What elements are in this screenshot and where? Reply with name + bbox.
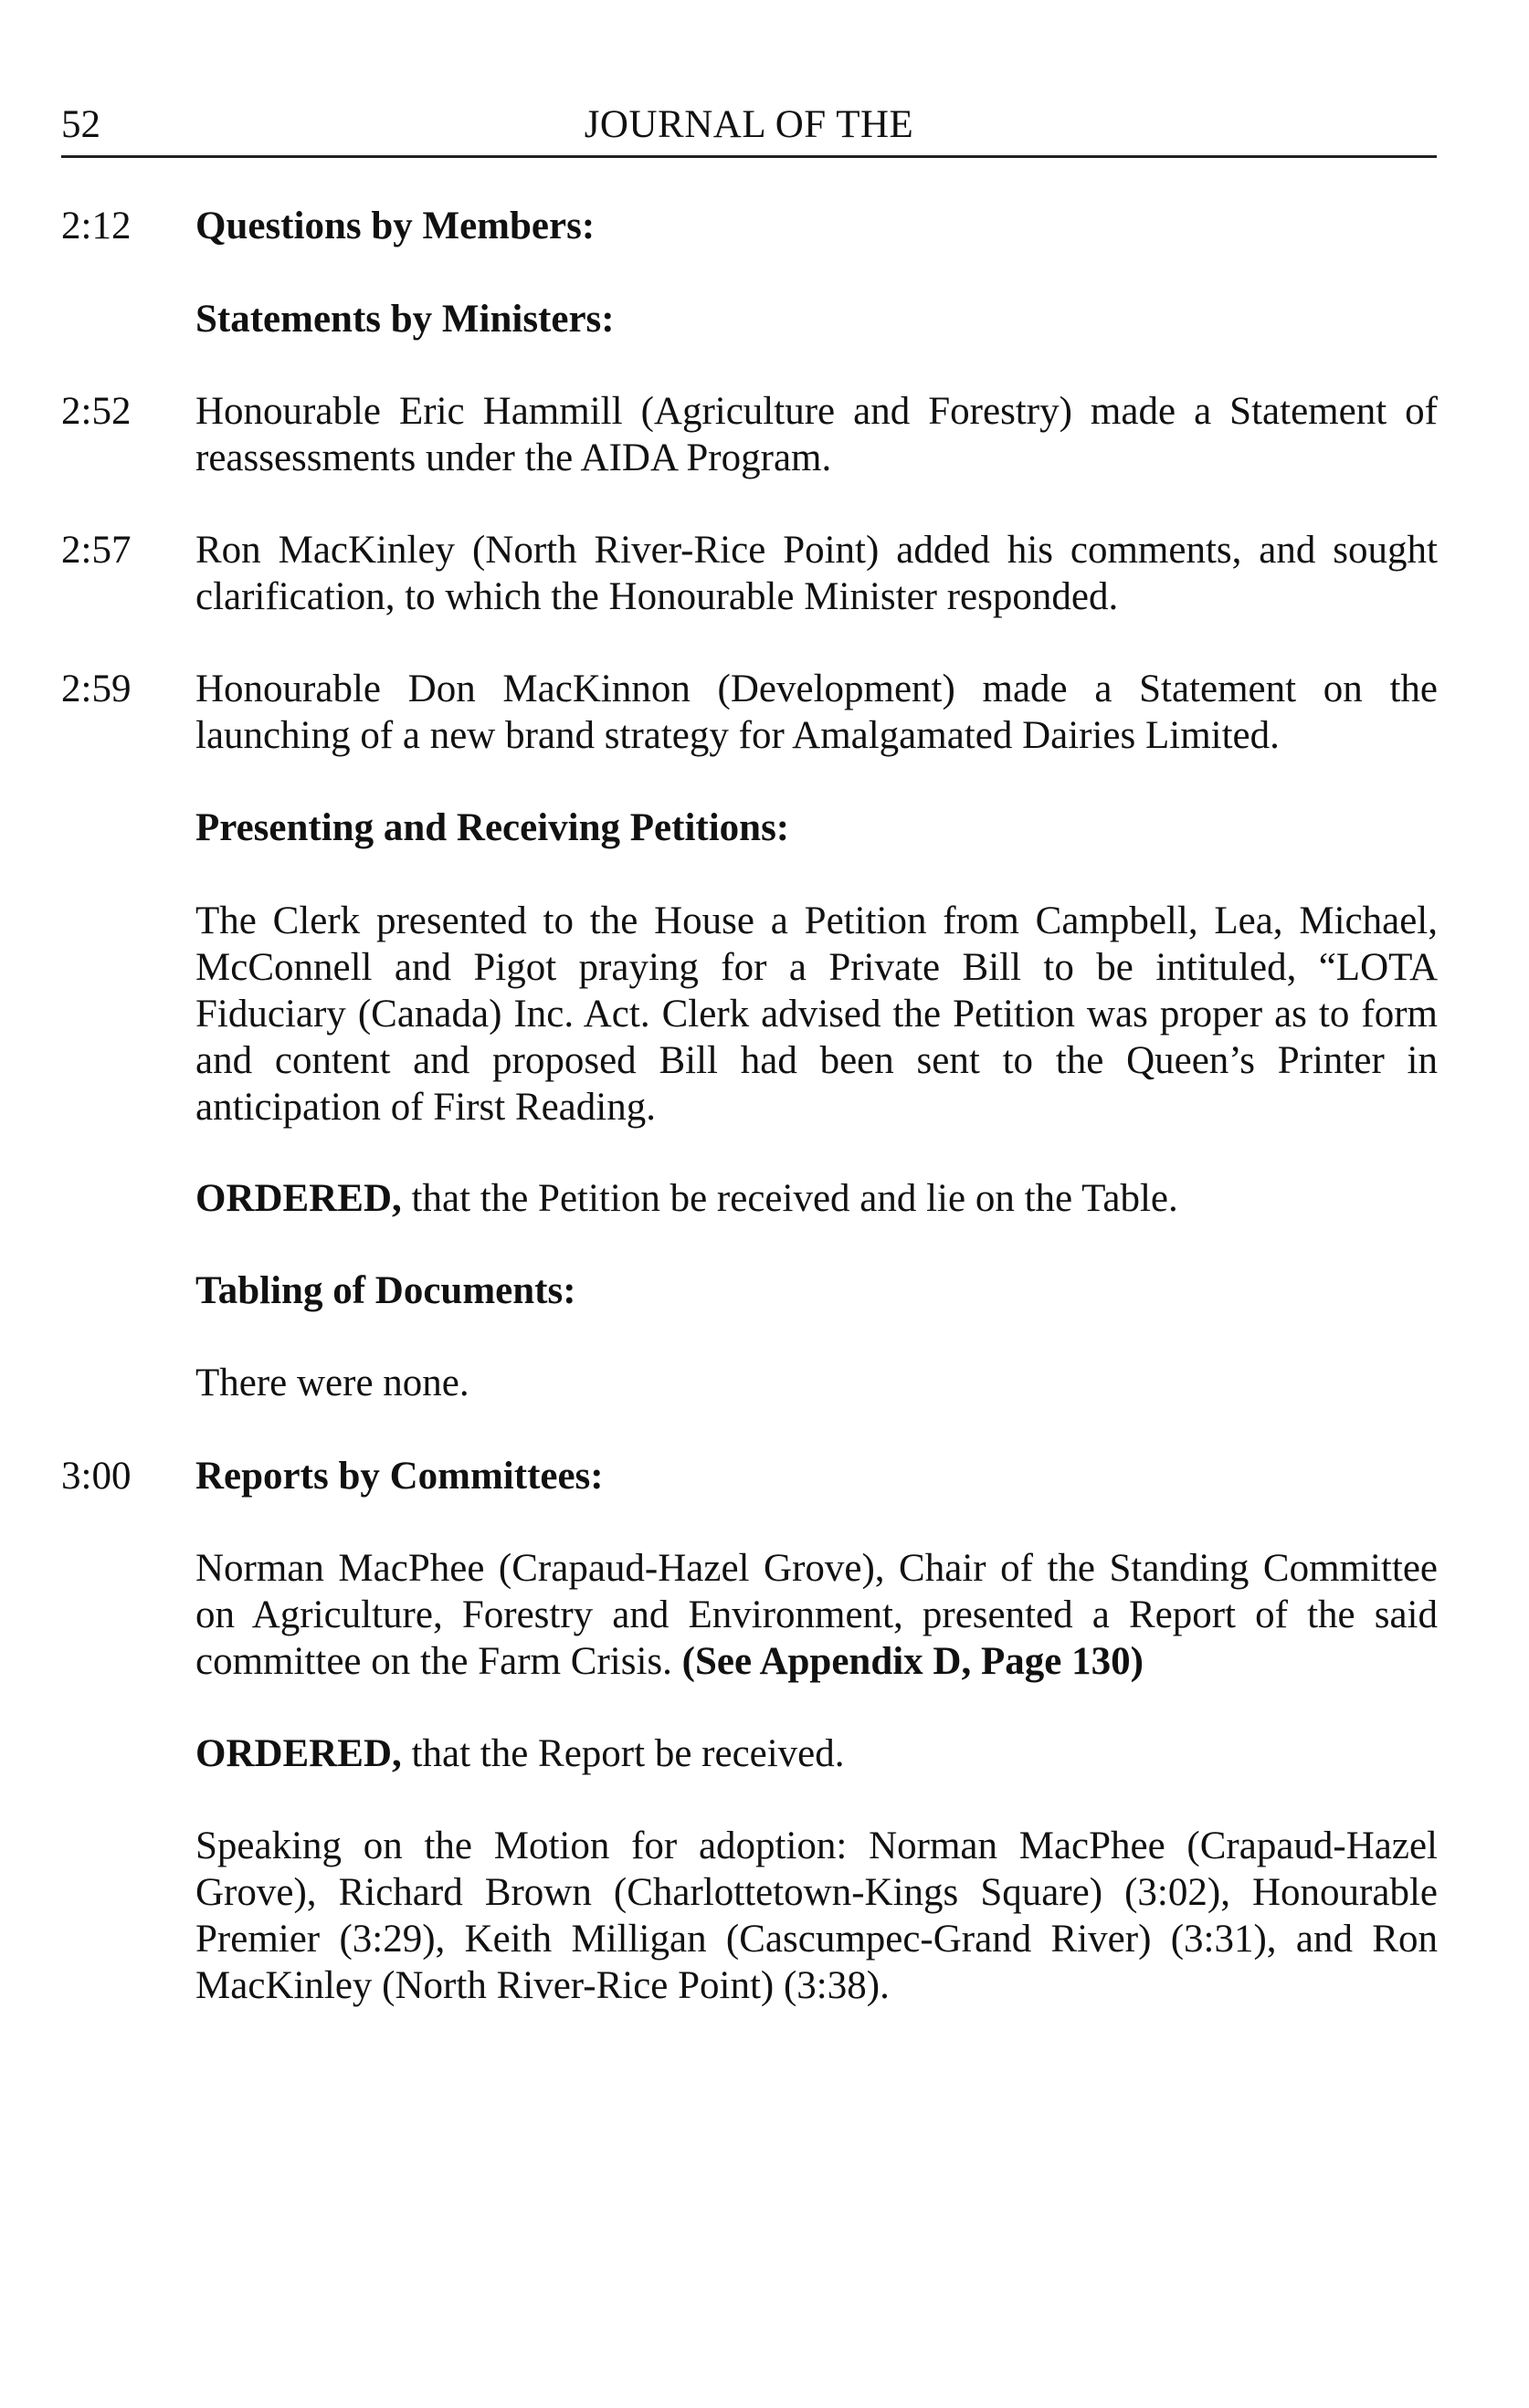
appendix-reference: (See Appendix D, Page 130) — [681, 1640, 1144, 1683]
paragraph: Honourable Don MacKinnon (Development) made a Statement on the launching of a new brand strategy for Amalgamated Dairies Limited. — [195, 668, 1438, 757]
paragraph: Honourable Eric Hammill (Agriculture and Forestry) made a Statement of reassessments under the AIDA Program. — [195, 390, 1438, 479]
section-heading: Statements by Ministers: — [195, 298, 615, 341]
time-stamp: 2:57 — [61, 529, 132, 572]
paragraph — [195, 1175, 1438, 1222]
time-stamp: 2:59 — [61, 668, 132, 710]
time-stamp: 2:12 — [61, 205, 132, 247]
journal-title: JOURNAL OF THE — [584, 103, 914, 146]
time-stamp: 3:00 — [61, 1455, 132, 1498]
time-stamp: 2:52 — [61, 390, 132, 433]
paragraph: Ron MacKinley (North River-Rice Point) added his comments, and sought clarification, to which the Honourable Minister responded. — [195, 529, 1438, 618]
section-heading: Tabling of Documents: — [195, 1269, 576, 1312]
section-heading: Reports by Committees: — [195, 1455, 604, 1498]
section-heading: Presenting and Receiving Petitions: — [195, 806, 790, 849]
report-text: Norman MacPhee (Crapaud-Hazel Grove), Chair of the Standing Committee on Agriculture, Forestry and Environment, presented a Report of the said committee on the Farm Crisis. — [195, 1547, 1438, 1683]
section-heading: Questions by Members: — [195, 205, 596, 247]
ordered-text: that the Petition be received and lie on the Table. — [401, 1177, 1178, 1220]
ordered-text: that the Report be received. — [401, 1732, 845, 1775]
paragraph — [195, 1545, 1438, 1685]
ordered-label: ORDERED, — [195, 1177, 402, 1220]
paragraph: There were none. — [195, 1362, 469, 1404]
page-number: 52 — [61, 103, 100, 146]
paragraph: The Clerk presented to the House a Petition from Campbell, Lea, Michael, McConnell and Pigot praying for a Private Bill to be intituled, “LOTA Fiduciary (Canada) Inc. Act. Clerk advised the Petition was proper as to form and content and proposed Bill had been sent to the Queen’s Printer in anticipation of First Reading. — [195, 899, 1438, 1129]
ordered-label: ORDERED, — [195, 1732, 402, 1775]
running-header — [61, 99, 1437, 158]
paragraph — [195, 1730, 1438, 1777]
paragraph: Speaking on the Motion for adoption: Norman MacPhee (Crapaud-Hazel Grove), Richard Brown (Charlottetown-Kings Square) (3:02), Honourable Premier (3:29), Keith Milligan (Cascumpec-Grand River) (3:31), and Ron MacKinley (North River-Rice Point) (3:38). — [195, 1824, 1438, 2007]
